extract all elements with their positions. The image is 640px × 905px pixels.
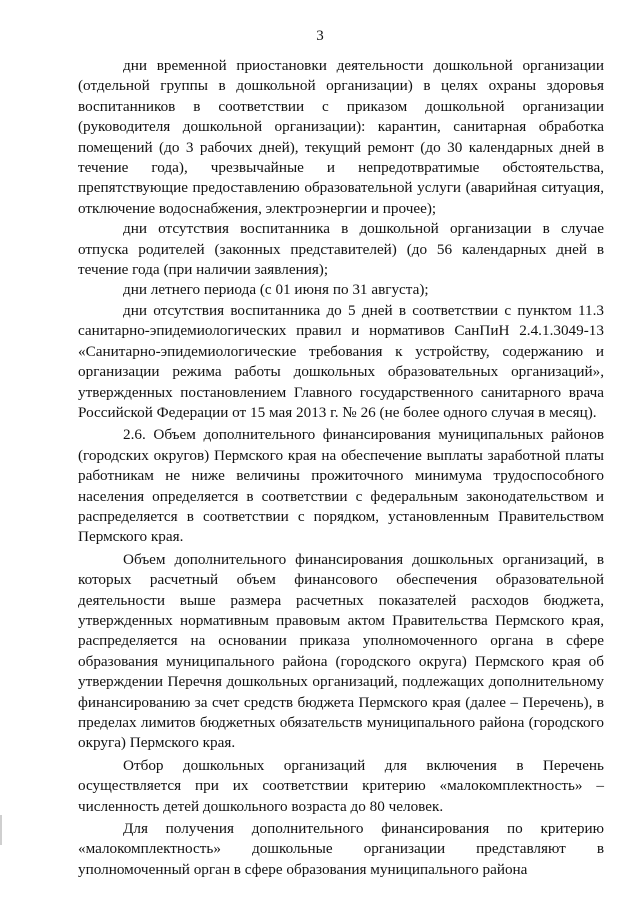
paragraph-additional-funding: Объем дополнительного финансирования дошкольных организаций, в которых расчетный объем финансового обеспечения образовательной деятельности выше размера расчетных показателей расходов бюджета, утвержденных нормативным правовым актом Правительства Пермского края, распределяется на основании приказа уполномоченного органа в сфере образования муниципального района (городского округа) Пермского края об утверждении Перечня дошкольных организаций, подлежащих дополнительному финансированию за счет средств бюджета Пермского края (далее – Перечень), в пределах лимитов бюджетных обязательств муниципального района (городского округа) Пермского края. [78,550,604,752]
paragraph-suspension-days: дни временной приостановки деятельности дошкольной организации (отдельной группы в дошкольной организации) в целях охраны здоровья воспитанников в соответствии с приказом дошкольной организации (руководителя дошкольной организации): карантин, санитарная обработка помещений (до 3 рабочих дней), текущий ремонт (до 30 календарных дней в течение года), чрезвычайные и непредотвратимые обстоятельства, препятствующие предоставлению образовательной услуги (аварийная ситуация, отключение водоснабжения, электроэнергии и прочее); [78,57,604,217]
paragraph-parent-leave-days: дни отсутствия воспитанника в дошкольной организации в случае отпуска родителей (законных представителей) (до 56 календарных дней в течение года (при наличии заявления); [78,220,604,279]
paragraph-application: Для получения дополнительного финансирования по критерию «малокомплектность» дошкольные организации представляют в уполномоченный орган в сфере образования муниципального района [78,820,604,878]
paragraph-summer-period: дни летнего периода (с 01 июня по 31 августа); [123,281,429,299]
paragraph-2-6: 2.6. Объем дополнительного финансирования муниципальных районов (городских округов) Пермского края на обеспечение выплаты заработной платы работникам не ниже величины прожиточного минимума трудоспособного населения определяется в соответствии с федеральным законодательством и распределяется в соответствии с порядком, установленным Правительством Пермского края. [78,426,604,546]
paragraph-absence-days: дни отсутствия воспитанника до 5 дней в соответствии с пунктом 11.3 санитарно-эпидемиологических правил и нормативов СанПиН 2.4.1.3049-13 «Санитарно-эпидемиологические требования к устройству, содержанию и организации режима работы дошкольных образовательных организаций», утвержденных постановлением Главного государственного санитарного врача Российской Федерации от 15 мая 2013 г. № 26 (не более одного случая в месяц). [78,301,604,421]
paragraph-selection-criterion: Отбор дошкольных организаций для включения в Перечень осуществляется при их соответствии критерию «малокомплектность» – численность детей дошкольного возраста до 80 человек. [78,756,604,815]
document-body [78,56,604,880]
page-number: 3 [316,28,324,44]
scan-edge-mark [0,815,2,845]
